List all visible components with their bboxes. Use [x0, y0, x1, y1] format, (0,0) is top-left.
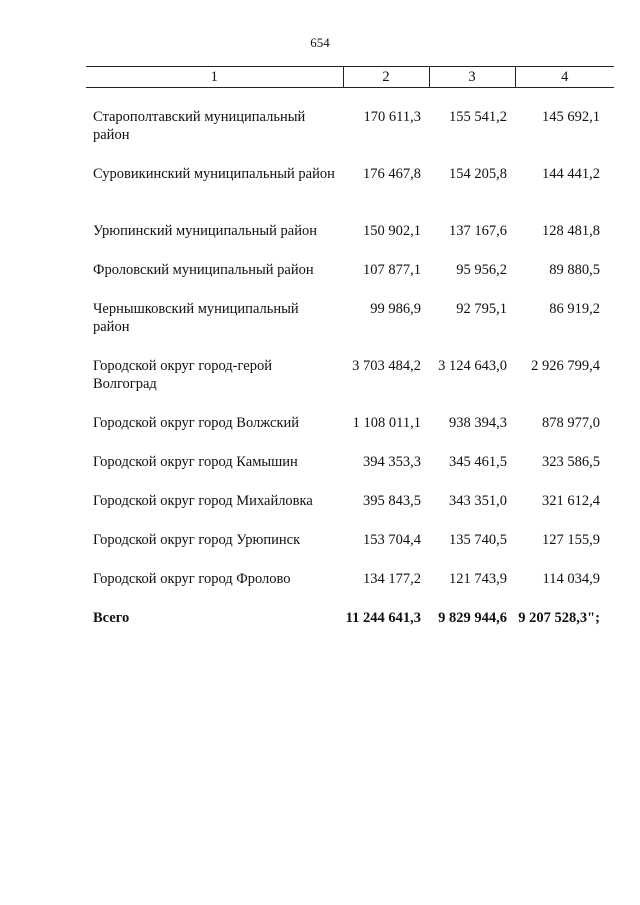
- row-value-col3: 137 167,6: [449, 223, 507, 239]
- row-value-col2: 395 843,5: [363, 493, 421, 509]
- table-row: [86, 108, 614, 165]
- row-value-col3: 135 740,5: [449, 532, 507, 548]
- budget-table: [86, 66, 614, 648]
- column-header-3: 3: [429, 67, 515, 88]
- row-value-col2: 170 611,3: [363, 109, 421, 125]
- table-row: [86, 300, 614, 357]
- table-row: [86, 492, 614, 531]
- page-number: 654: [310, 35, 330, 50]
- row-name: Чернышковский муниципальный район: [93, 301, 299, 335]
- row-value-col3: 95 956,2: [456, 262, 507, 278]
- row-name: Городской округ город-герой Волгоград: [93, 358, 272, 392]
- row-name: Городской округ город Фролово: [93, 571, 291, 587]
- row-value-col2: 1 108 011,1: [352, 415, 421, 431]
- table-row: [86, 414, 614, 453]
- row-value-col2: 394 353,3: [363, 454, 421, 470]
- row-name: Городской округ город Михайловка: [93, 493, 313, 509]
- row-name: Фроловский муниципальный район: [93, 262, 314, 278]
- row-value-col4: 127 155,9: [542, 532, 600, 548]
- row-value-col2: 176 467,8: [363, 166, 421, 182]
- table-row: [86, 261, 614, 300]
- row-value-col4: 114 034,9: [542, 571, 600, 587]
- row-name: Городской округ город Урюпинск: [93, 532, 301, 548]
- column-header-2: 2: [343, 67, 429, 88]
- row-value-col3: 155 541,2: [449, 109, 507, 125]
- total-label: Всего: [93, 610, 130, 626]
- row-value-col4: 321 612,4: [542, 493, 600, 509]
- row-value-col3: 3 124 643,0: [438, 358, 507, 374]
- table-row: [86, 531, 614, 570]
- table-header-row: [86, 67, 614, 88]
- row-value-col4: 323 586,5: [542, 454, 600, 470]
- header-spacer-row: [86, 88, 614, 109]
- column-header-1: 1: [86, 67, 343, 88]
- row-value-col4: 89 880,5: [549, 262, 600, 278]
- table-row: [86, 222, 614, 261]
- row-value-col4: 144 441,2: [542, 166, 600, 182]
- row-value-col3: 121 743,9: [449, 571, 507, 587]
- row-value-col3: 92 795,1: [456, 301, 507, 317]
- total-value-col2: 11 244 641,3: [345, 610, 421, 626]
- row-value-col4: 128 481,8: [542, 223, 600, 239]
- table-row: [86, 453, 614, 492]
- row-value-col2: 150 902,1: [363, 223, 421, 239]
- row-name: Старополтавский муниципальный район: [93, 109, 306, 143]
- row-name: Урюпинский муниципальный район: [93, 223, 317, 239]
- row-value-col4: 145 692,1: [542, 109, 600, 125]
- row-name: Городской округ город Волжский: [93, 415, 300, 431]
- row-name: Городской округ город Камышин: [93, 454, 298, 470]
- row-value-col3: 154 205,8: [449, 166, 507, 182]
- row-value-col4: 86 919,2: [549, 301, 600, 317]
- total-value-col4: 9 207 528,3";: [518, 610, 600, 626]
- row-name: Суровикинский муниципальный район: [93, 166, 335, 182]
- total-row: [86, 609, 614, 648]
- row-value-col2: 3 703 484,2: [352, 358, 421, 374]
- row-value-col2: 134 177,2: [363, 571, 421, 587]
- table-row: [86, 357, 614, 414]
- row-value-col3: 345 461,5: [449, 454, 507, 470]
- row-value-col2: 99 986,9: [370, 301, 421, 317]
- total-value-col3: 9 829 944,6: [438, 610, 507, 626]
- table-row: [86, 165, 614, 222]
- column-header-4: 4: [515, 67, 614, 88]
- row-value-col4: 878 977,0: [542, 415, 600, 431]
- row-value-col2: 153 704,4: [363, 532, 421, 548]
- row-value-col3: 343 351,0: [449, 493, 507, 509]
- table-row: [86, 570, 614, 609]
- data-table: [86, 66, 614, 648]
- row-value-col4: 2 926 799,4: [531, 358, 600, 374]
- row-value-col3: 938 394,3: [449, 415, 507, 431]
- row-value-col2: 107 877,1: [363, 262, 421, 278]
